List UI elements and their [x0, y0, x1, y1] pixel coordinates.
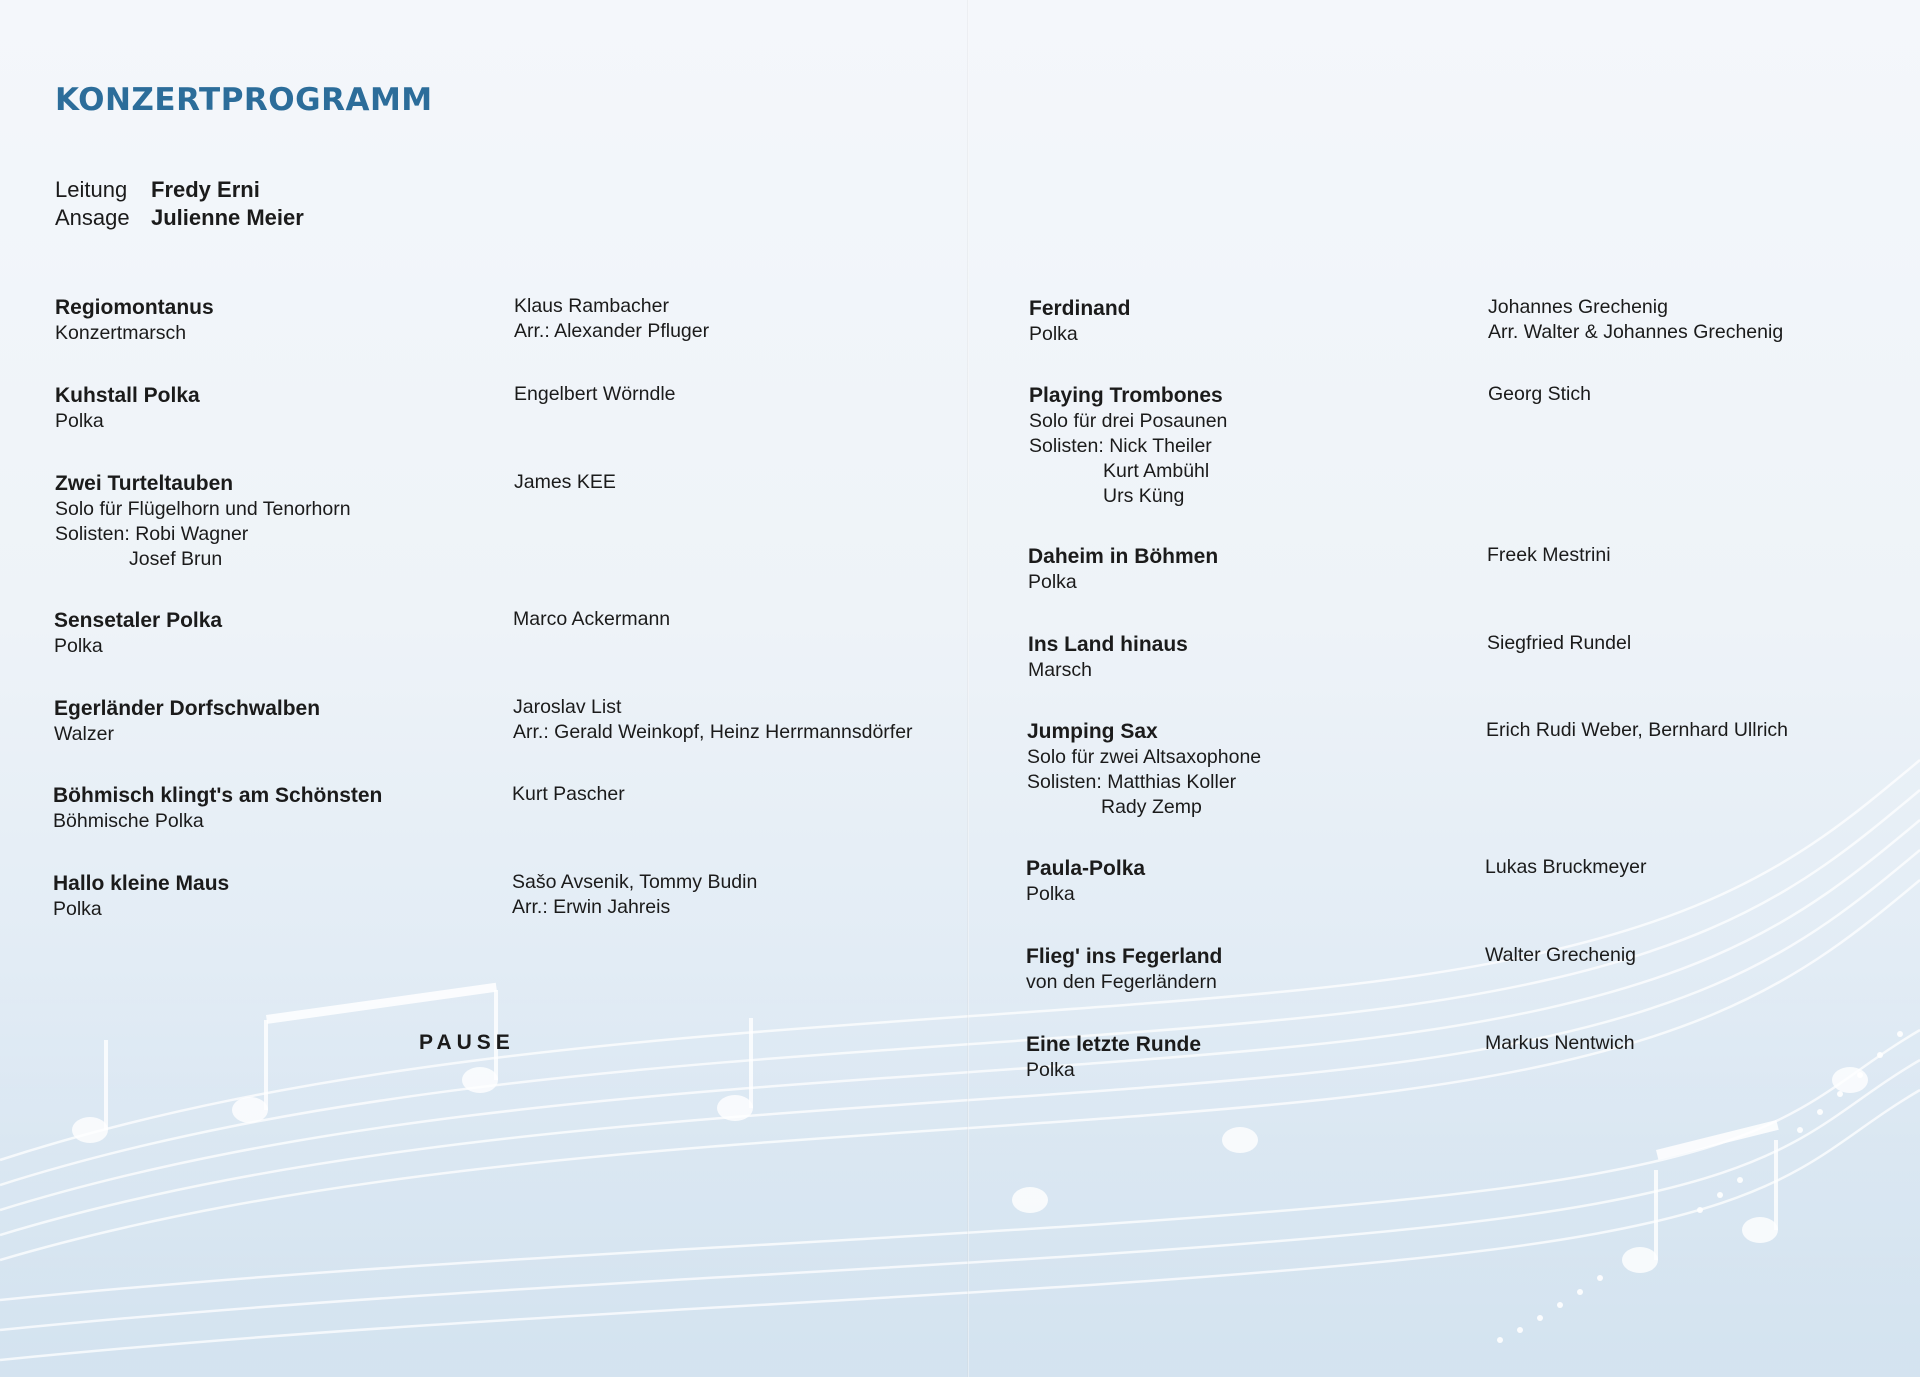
work-title: Playing Trombones [1029, 384, 1223, 407]
composer-info [1485, 1031, 1635, 1083]
program-item [54, 695, 913, 747]
soloist-name: Urs Küng [1103, 485, 1185, 507]
work-info [1029, 382, 1488, 509]
work-detail: Solo für zwei Altsaxophone [1027, 746, 1262, 768]
staff-list [55, 176, 304, 232]
staff-role: Ansage [55, 205, 130, 230]
program-item [1026, 1031, 1635, 1083]
composer-info [1486, 718, 1788, 820]
work-info [1028, 631, 1487, 683]
work-detail: Solisten: Robi Wagner [55, 523, 249, 545]
work-detail: Polka [1026, 1059, 1075, 1081]
program-item [54, 607, 670, 659]
program-item [53, 782, 625, 834]
work-detail: Konzertmarsch [55, 322, 187, 344]
work-title: Ferdinand [1029, 297, 1131, 320]
staff-role: Leitung [55, 177, 128, 202]
work-title: Böhmisch klingt's am Schönsten [53, 784, 383, 807]
composer-info [513, 607, 670, 659]
composer-line: Jaroslav List [513, 696, 622, 718]
composer-line: Lukas Bruckmeyer [1485, 856, 1647, 878]
work-detail: Polka [54, 635, 103, 657]
program-item [1028, 543, 1611, 595]
composer-line: Klaus Rambacher [514, 295, 669, 317]
work-detail: Böhmische Polka [53, 810, 204, 832]
work-info [1026, 1031, 1485, 1083]
work-title: Zwei Turteltauben [55, 472, 234, 495]
program-item [55, 294, 709, 346]
composer-line: Arr. Walter & Johannes Grechenig [1488, 321, 1784, 343]
work-info [1026, 943, 1485, 995]
intermission-label: PAUSE [419, 1031, 515, 1054]
program-item [1029, 382, 1591, 509]
work-detail: von den Fegerländern [1026, 971, 1217, 993]
work-info [1029, 295, 1488, 347]
work-info [54, 607, 513, 659]
work-info [54, 695, 513, 747]
work-info [55, 294, 514, 346]
work-detail: Solisten: Nick Theiler [1029, 435, 1212, 457]
composer-line: Arr.: Gerald Weinkopf, Heinz Herrmannsdörfer [513, 721, 913, 743]
work-title: Daheim in Böhmen [1028, 545, 1219, 568]
program-item [1026, 855, 1646, 907]
work-detail: Polka [1029, 323, 1078, 345]
composer-line: Georg Stich [1488, 383, 1591, 405]
work-title: Sensetaler Polka [54, 609, 223, 632]
work-title: Paula-Polka [1026, 857, 1146, 880]
composer-line: Arr.: Erwin Jahreis [512, 896, 671, 918]
work-info [53, 782, 512, 834]
work-detail: Walzer [54, 723, 114, 745]
work-title: Jumping Sax [1027, 720, 1158, 743]
work-title: Kuhstall Polka [55, 384, 200, 407]
work-detail: Marsch [1028, 659, 1092, 681]
program-item [1028, 631, 1631, 683]
program-item [1027, 718, 1788, 820]
work-info [55, 382, 514, 434]
composer-line: Johannes Grechenig [1488, 296, 1668, 318]
composer-info [514, 382, 676, 434]
composer-info [1488, 382, 1591, 509]
work-info [53, 870, 512, 922]
work-title: Eine letzte Runde [1026, 1033, 1202, 1056]
composer-line: Engelbert Wörndle [514, 383, 676, 405]
work-detail: Solisten: Matthias Koller [1027, 771, 1237, 793]
staff-name: Julienne Meier [151, 205, 304, 230]
composer-line: Arr.: Alexander Pfluger [514, 320, 710, 342]
composer-info [512, 782, 625, 834]
work-detail: Polka [1028, 571, 1077, 593]
work-info [1028, 543, 1487, 595]
composer-line: Sašo Avsenik, Tommy Budin [512, 871, 758, 893]
composer-info [1487, 543, 1611, 595]
composer-info [514, 294, 709, 346]
program-item [1029, 295, 1783, 347]
composer-info [513, 695, 913, 747]
work-title: Egerländer Dorfschwalben [54, 697, 321, 720]
composer-info [1485, 855, 1646, 907]
composer-info [1488, 295, 1783, 347]
composer-line: Marco Ackermann [513, 608, 671, 630]
soloist-name: Rady Zemp [1101, 796, 1202, 818]
composer-line: Siegfried Rundel [1487, 632, 1632, 654]
work-detail: Solo für Flügelhorn und Tenorhorn [55, 498, 351, 520]
staff-row [55, 204, 304, 232]
work-title: Regiomontanus [55, 296, 214, 319]
work-detail: Polka [53, 898, 102, 920]
work-detail: Solo für drei Posaunen [1029, 410, 1228, 432]
work-info [1027, 718, 1486, 820]
program-item [53, 870, 757, 922]
right-page [969, 0, 1920, 1377]
composer-info [1485, 943, 1636, 995]
composer-line: Walter Grechenig [1485, 944, 1637, 966]
work-title: Hallo kleine Maus [53, 872, 230, 895]
composer-line: Erich Rudi Weber, Bernhard Ullrich [1486, 719, 1789, 741]
work-title: Ins Land hinaus [1028, 633, 1188, 656]
page-title: KONZERTPROGRAMM [55, 82, 433, 118]
soloist-name: Kurt Ambühl [1103, 460, 1210, 482]
composer-line: James KEE [514, 471, 616, 493]
work-title: Flieg' ins Fegerland [1026, 945, 1223, 968]
work-detail: Polka [1026, 883, 1075, 905]
composer-info [1487, 631, 1631, 683]
composer-info [512, 870, 757, 922]
staff-name: Fredy Erni [151, 177, 260, 202]
work-info [55, 470, 514, 572]
program-item [1026, 943, 1636, 995]
work-info [1026, 855, 1485, 907]
composer-line: Kurt Pascher [512, 783, 625, 805]
composer-line: Freek Mestrini [1487, 544, 1611, 566]
staff-row [55, 176, 304, 204]
composer-info [514, 470, 616, 572]
work-detail: Polka [55, 410, 104, 432]
composer-line: Markus Nentwich [1485, 1032, 1635, 1054]
soloist-name: Josef Brun [129, 548, 223, 570]
program-item [55, 470, 616, 572]
program-item [55, 382, 676, 434]
